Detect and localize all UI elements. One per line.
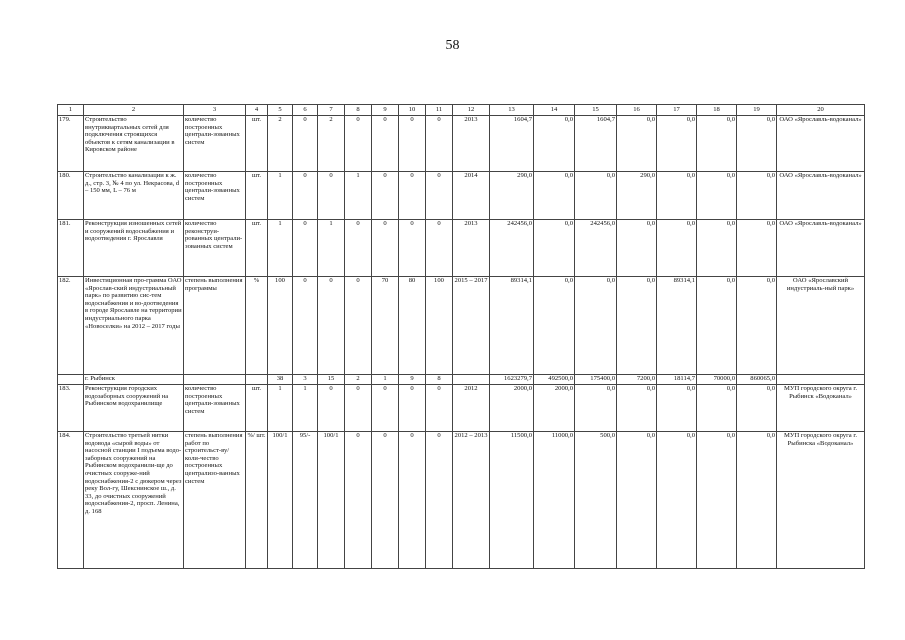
measure-name: Реконструкция изношенных сетей и сооружений водоснабжения и водоотведения г. Ярославля (84, 220, 184, 277)
header-cell: 19 (737, 105, 777, 116)
amount-cell: 860065,0 (737, 375, 777, 385)
header-cell: 11 (426, 105, 453, 116)
amount-cell: 0,0 (617, 220, 657, 277)
amount-cell: 0,0 (697, 220, 737, 277)
header-cell: 16 (617, 105, 657, 116)
unit: шт. (246, 385, 268, 432)
value-cell: 0 (372, 172, 399, 220)
value-cell: 0 (345, 116, 372, 172)
header-cell: 2 (84, 105, 184, 116)
amount-cell: 0,0 (697, 172, 737, 220)
value-cell: 9 (399, 375, 426, 385)
amount-cell: 0,0 (737, 277, 777, 375)
indicator: количество реконструи-рованных централи-зованных систем (184, 220, 246, 277)
value-cell: 0 (318, 277, 345, 375)
header-cell: 17 (657, 105, 697, 116)
header-cell: 5 (268, 105, 293, 116)
amount-cell: 500,0 (575, 432, 617, 569)
value-cell: 0 (345, 432, 372, 569)
value-cell: 70 (372, 277, 399, 375)
unit: %/ шт. (246, 432, 268, 569)
amount-cell: 0,0 (697, 432, 737, 569)
value-cell: 0 (399, 172, 426, 220)
row-number: 179. (58, 116, 84, 172)
value-cell: 3 (293, 375, 318, 385)
amount-cell: 242456,0 (490, 220, 534, 277)
header-row (58, 105, 865, 116)
amount-cell: 0,0 (737, 220, 777, 277)
indicator: количество построенных централи-зованных систем (184, 172, 246, 220)
value-cell: 1 (318, 220, 345, 277)
measure-name: Реконструкция городских водозаборных сооружений на Рыбинском водохранилище (84, 385, 184, 432)
value-cell: 1 (372, 375, 399, 385)
header-cell: 10 (399, 105, 426, 116)
executor: ОАО «Ярославль-водоканал» (777, 172, 865, 220)
amount-cell: 1604,7 (490, 116, 534, 172)
value-cell: 8 (426, 375, 453, 385)
row-number: 184. (58, 432, 84, 569)
value-cell: 1 (268, 385, 293, 432)
header-cell: 1 (58, 105, 84, 116)
value-cell: 0 (293, 172, 318, 220)
value-cell: 0 (426, 116, 453, 172)
amount-cell: 290,0 (617, 172, 657, 220)
measure-name: Инвестиционная про-грамма ОАО «Ярослав-ский индустриальный парк» по развитию сис-тем водоснабжения и во-доотведения в городе Ярославле на территории индустриального парка «Новоселки» на 2012 – 2017 годы (84, 277, 184, 375)
executor: ОАО «Ярославль-водоканал» (777, 220, 865, 277)
amount-cell: 242456,0 (575, 220, 617, 277)
value-cell: 0 (426, 385, 453, 432)
amount-cell: 0,0 (697, 116, 737, 172)
amount-cell: 0,0 (657, 172, 697, 220)
value-cell: 38 (268, 375, 293, 385)
unit (246, 375, 268, 385)
amount-cell: 0,0 (697, 277, 737, 375)
executor: МУП городского округа г. Рыбинск «Водоканал» (777, 385, 865, 432)
value-cell: 0 (399, 220, 426, 277)
amount-cell: 0,0 (534, 172, 575, 220)
value-cell: 100/1 (318, 432, 345, 569)
row-number: 183. (58, 385, 84, 432)
amount-cell: 492500,0 (534, 375, 575, 385)
value-cell: 0 (318, 172, 345, 220)
header-cell: 14 (534, 105, 575, 116)
executor: ОАО «Ярославль-водоканал» (777, 116, 865, 172)
amount-cell: 18114,7 (657, 375, 697, 385)
amount-cell: 175400,0 (575, 375, 617, 385)
amount-cell: 0,0 (657, 385, 697, 432)
value-cell: 100 (426, 277, 453, 375)
value-cell: 0 (399, 432, 426, 569)
table-row (58, 220, 865, 277)
amount-cell: 0,0 (737, 385, 777, 432)
value-cell: 1 (293, 385, 318, 432)
table-row (58, 172, 865, 220)
executor: МУП городского округа г. Рыбинска «Водоканал» (777, 432, 865, 569)
amount-cell: 0,0 (737, 116, 777, 172)
amount-cell: 0,0 (617, 385, 657, 432)
page-number: 58 (445, 38, 460, 53)
amount-cell: 11500,0 (490, 432, 534, 569)
value-cell: 0 (345, 220, 372, 277)
row-number: 181. (58, 220, 84, 277)
header-cell: 13 (490, 105, 534, 116)
header-cell: 8 (345, 105, 372, 116)
unit: % (246, 277, 268, 375)
value-cell: 0 (399, 116, 426, 172)
amount-cell: 290,0 (490, 172, 534, 220)
amount-cell: 2000,0 (534, 385, 575, 432)
value-cell: 95/- (293, 432, 318, 569)
amount-cell: 11000,0 (534, 432, 575, 569)
indicator: степень выполнения программы (184, 277, 246, 375)
value-cell: 0 (345, 385, 372, 432)
amount-cell: 0,0 (697, 385, 737, 432)
period: 2012 (453, 385, 490, 432)
investment-table (57, 104, 865, 569)
amount-cell: 0,0 (737, 172, 777, 220)
header-cell: 18 (697, 105, 737, 116)
header-cell: 12 (453, 105, 490, 116)
unit: шт. (246, 220, 268, 277)
value-cell: 0 (372, 385, 399, 432)
value-cell: 0 (293, 277, 318, 375)
period: 2014 (453, 172, 490, 220)
amount-cell: 0,0 (575, 277, 617, 375)
period (453, 375, 490, 385)
indicator: количество построенных централи-зованных систем (184, 116, 246, 172)
amount-cell: 0,0 (737, 432, 777, 569)
header-cell: 9 (372, 105, 399, 116)
amount-cell: 7200,0 (617, 375, 657, 385)
amount-cell: 89314,1 (490, 277, 534, 375)
amount-cell: 0,0 (657, 220, 697, 277)
value-cell: 100/1 (268, 432, 293, 569)
indicator: количество построенных централи-зованных систем (184, 385, 246, 432)
unit: шт. (246, 172, 268, 220)
value-cell: 2 (268, 116, 293, 172)
indicator: степень выполнения работ по строительст-ву/ коли-чество построенных централизо-ванных систем (184, 432, 246, 569)
measure-name: Строительство внутриквартальных сетей для подключения строящихся объектов к сетям канализации в Кировском районе (84, 116, 184, 172)
header-cell: 4 (246, 105, 268, 116)
period: 2013 (453, 116, 490, 172)
table-row (58, 277, 865, 375)
amount-cell: 0,0 (534, 277, 575, 375)
value-cell: 0 (399, 385, 426, 432)
period: 2012 – 2013 (453, 432, 490, 569)
measure-name: Строительство канализации к ж. д., стр. 3, № 4 по ул. Некрасова, d – 150 мм, L – 76 м (84, 172, 184, 220)
value-cell: 0 (293, 116, 318, 172)
value-cell: 0 (426, 220, 453, 277)
value-cell: 0 (318, 385, 345, 432)
value-cell: 1 (268, 172, 293, 220)
measure-name: Строительство третьей нитки водовода «сырой воды» от насосной станции I подъема водо-заборных сооружений на Рыбинском водохранили-ще до очистных сооруже-ний водоснабжения-2 с дюкером через реку Вол-гу, Шекснинское ш., д. 33, до очистных сооружений водоснабжения-2, просп. Ленина, д. 168 (84, 432, 184, 569)
value-cell: 15 (318, 375, 345, 385)
amount-cell: 0,0 (575, 172, 617, 220)
indicator (184, 375, 246, 385)
period: 2013 (453, 220, 490, 277)
amount-cell: 0,0 (617, 116, 657, 172)
value-cell: 0 (426, 172, 453, 220)
amount-cell: 1623279,7 (490, 375, 534, 385)
amount-cell: 0,0 (617, 432, 657, 569)
header-cell: 15 (575, 105, 617, 116)
value-cell: 1 (268, 220, 293, 277)
amount-cell: 2000,0 (490, 385, 534, 432)
amount-cell: 0,0 (575, 385, 617, 432)
executor: ОАО «Ярославский индустриаль-ный парк» (777, 277, 865, 375)
value-cell: 2 (318, 116, 345, 172)
amount-cell: 0,0 (534, 116, 575, 172)
value-cell: 0 (345, 277, 372, 375)
subtotal-row (58, 375, 865, 385)
city-name: г. Рыбинск (84, 375, 184, 385)
value-cell: 1 (345, 172, 372, 220)
value-cell: 0 (372, 432, 399, 569)
row-number (58, 375, 84, 385)
amount-cell: 89314,1 (657, 277, 697, 375)
executor (777, 375, 865, 385)
value-cell: 0 (372, 220, 399, 277)
table-row (58, 385, 865, 432)
amount-cell: 1604,7 (575, 116, 617, 172)
amount-cell: 0,0 (617, 277, 657, 375)
value-cell: 0 (426, 432, 453, 569)
value-cell: 100 (268, 277, 293, 375)
value-cell: 80 (399, 277, 426, 375)
header-cell: 6 (293, 105, 318, 116)
value-cell: 2 (345, 375, 372, 385)
amount-cell: 0,0 (657, 432, 697, 569)
amount-cell: 0,0 (534, 220, 575, 277)
value-cell: 0 (293, 220, 318, 277)
value-cell: 0 (372, 116, 399, 172)
header-cell: 3 (184, 105, 246, 116)
unit: шт. (246, 116, 268, 172)
table-row (58, 116, 865, 172)
row-number: 180. (58, 172, 84, 220)
amount-cell: 70000,0 (697, 375, 737, 385)
row-number: 182. (58, 277, 84, 375)
header-cell: 7 (318, 105, 345, 116)
amount-cell: 0,0 (657, 116, 697, 172)
header-cell: 20 (777, 105, 865, 116)
period: 2015 – 2017 (453, 277, 490, 375)
table-row (58, 432, 865, 569)
